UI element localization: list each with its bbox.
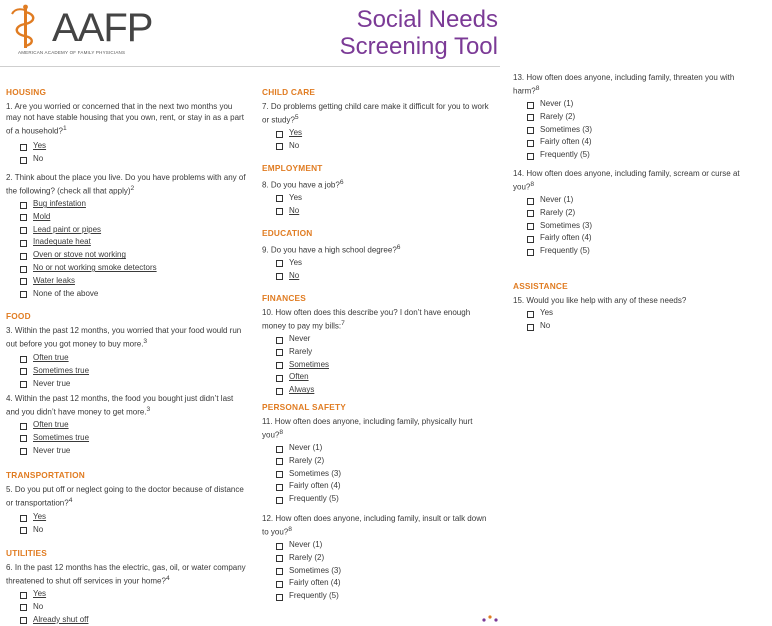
option-frequently[interactable]: Frequently (5) [262,493,492,506]
checkbox[interactable] [20,423,27,430]
header-divider [0,66,500,67]
checkbox[interactable] [527,127,534,134]
question-10: 10. How often does this describe you? I don’t have enough money to pay my bills:$^7$ [262,308,471,331]
question-6: 6. In the past 12 months has the electric, gas, oil, or water company threatened to shut off services in your home?$^4$ [6,563,246,586]
section-child-care [262,87,492,153]
option-no[interactable]: No [262,140,492,153]
option-no[interactable]: No [6,153,246,166]
section-heading: PERSONAL SAFETY [262,402,346,412]
question-4-block [6,393,246,457]
section-heading: FOOD [6,311,31,321]
option-sometimes-true[interactable]: Sometimes true [6,365,246,378]
checkbox[interactable] [20,381,27,388]
title-line-2: Screening Tool [339,33,498,60]
option-sometimes[interactable]: Sometimes [262,359,492,372]
option-sometimes-true[interactable]: Sometimes true [6,432,246,445]
checkbox[interactable] [276,581,283,588]
question-9: 9. Do you have a high school degree?$^6$ [262,244,401,255]
option-frequently[interactable]: Frequently (5) [262,590,492,603]
option-never-true[interactable]: Never true [6,378,246,391]
checkbox[interactable] [20,266,27,273]
option-never[interactable]: Never (1) [262,442,492,455]
checkbox[interactable] [276,260,283,267]
logo-tagline: AMERICAN ACADEMY OF FAMILY PHYSICIANS [18,50,126,55]
checkbox[interactable] [20,214,27,221]
option-lead[interactable]: Lead paint or pipes [6,224,246,237]
option-often-true[interactable]: Often true [6,419,246,432]
option-yes[interactable]: Yes [262,257,492,270]
section-employment [262,163,492,217]
question-4: 4. Within the past 12 months, the food you bought just didn’t last and you didn’t have money to get more.$^3$ [6,394,234,417]
section-heading: EMPLOYMENT [262,163,323,173]
question-2: 2. Think about the place you live. Do you have problems with any of the following? (check all that apply)$^2$ [6,173,246,196]
checkbox[interactable] [276,349,283,356]
section-heading: UTILITIES [6,548,47,558]
checkbox[interactable] [527,249,534,256]
section-heading: HOUSING [6,87,47,97]
option-no[interactable]: No [262,270,492,283]
checkbox[interactable] [20,592,27,599]
option-sometimes[interactable]: Sometimes (3) [262,468,492,481]
logo-wordmark: AAFP [52,6,153,50]
checkbox[interactable] [527,324,534,331]
section-heading: FINANCES [262,293,307,303]
question-5: 5. Do you put off or neglect going to the doctor because of distance or transportation?$^4$ [6,485,244,508]
checkbox[interactable] [20,157,27,164]
option-rarely[interactable]: Rarely (2) [262,552,492,565]
checkbox[interactable] [276,471,283,478]
checkbox[interactable] [20,527,27,534]
checkbox[interactable] [20,617,27,624]
checkbox[interactable] [276,484,283,491]
option-rarely[interactable]: Rarely [262,346,492,359]
option-always[interactable]: Always [262,384,492,397]
option-fairly-often[interactable]: Fairly often (4) [513,136,753,149]
caduceus-icon [6,4,46,50]
option-rarely[interactable]: Rarely (2) [513,207,753,220]
checkbox[interactable] [20,291,27,298]
section-personal-safety [262,402,492,506]
option-never[interactable]: Never (1) [513,98,753,111]
question-7: 7. Do problems getting child care make it difficult for you to work or study?$^5$ [262,102,489,125]
option-yes[interactable]: Yes [262,127,492,140]
option-never-true[interactable]: Never true [6,445,246,458]
section-heading: EDUCATION [262,228,313,238]
option-rarely[interactable]: Rarely (2) [262,455,492,468]
decorative-dots-icon [478,612,508,622]
question-13-block [513,72,753,162]
section-heading: ASSISTANCE [513,281,568,291]
option-heat[interactable]: Inadequate heat [6,236,246,249]
option-oven[interactable]: Oven or stove not working [6,249,246,262]
checkbox[interactable] [20,240,27,247]
checkbox[interactable] [20,356,27,363]
option-often-true[interactable]: Often true [6,352,246,365]
checkbox[interactable] [276,208,283,215]
checkbox[interactable] [20,202,27,209]
checkbox[interactable] [20,515,27,522]
question-12: 12. How often does anyone, including family, insult or talk down to you?$^8$ [262,514,487,537]
option-yes[interactable]: Yes [262,192,492,205]
question-3: 3. Within the past 12 months, you worried that your food would run out before you got money to buy more.$^3$ [6,326,242,349]
question-2-block [6,172,246,300]
checkbox[interactable] [20,278,27,285]
question-14-block [513,168,753,258]
checkbox[interactable] [276,195,283,202]
checkbox[interactable] [276,594,283,601]
checkbox[interactable] [276,446,283,453]
option-frequently[interactable]: Frequently (5) [513,149,753,162]
option-fairly-often[interactable]: Fairly often (4) [262,577,492,590]
checkbox[interactable] [527,236,534,243]
option-no[interactable]: No [513,320,753,333]
checkbox[interactable] [276,131,283,138]
option-never[interactable]: Never (1) [513,194,753,207]
checkbox[interactable] [527,153,534,160]
question-14: 14. How often does anyone, including family, scream or curse at you?$^8$ [513,169,740,192]
checkbox[interactable] [527,223,534,230]
question-8: 8. Do you have a job?$^6$ [262,179,344,190]
option-sometimes[interactable]: Sometimes (3) [513,220,753,233]
checkbox[interactable] [276,543,283,550]
checkbox[interactable] [276,458,283,465]
checkbox[interactable] [527,311,534,318]
section-transportation [6,470,246,537]
option-no[interactable]: No [262,205,492,218]
section-food [6,311,246,390]
option-never[interactable]: Never [262,333,492,346]
option-yes[interactable]: Yes [6,140,246,153]
section-assistance [513,281,753,333]
option-yes[interactable]: Yes [6,588,246,601]
option-no[interactable]: No [6,524,246,537]
question-11: 11. How often does anyone, including family, physically hurt you?$^8$ [262,417,473,440]
section-heading: CHILD CARE [262,87,316,97]
checkbox[interactable] [276,362,283,369]
checkbox[interactable] [276,388,283,395]
option-bug-infestation[interactable]: Bug infestation [6,198,246,211]
checkbox[interactable] [20,604,27,611]
option-fairly-often[interactable]: Fairly often (4) [513,232,753,245]
checkbox[interactable] [276,273,283,280]
option-none[interactable]: None of the above [6,288,246,301]
option-sometimes[interactable]: Sometimes (3) [262,565,492,578]
option-yes[interactable]: Yes [513,307,753,320]
section-utilities [6,548,246,626]
checkbox[interactable] [276,337,283,344]
option-no[interactable]: No [6,601,246,614]
checkbox[interactable] [20,368,27,375]
option-never[interactable]: Never (1) [262,539,492,552]
option-water-leaks[interactable]: Water leaks [6,275,246,288]
checkbox[interactable] [20,448,27,455]
option-yes[interactable]: Yes [6,511,246,524]
checkbox[interactable] [527,210,534,217]
checkbox[interactable] [20,435,27,442]
option-often[interactable]: Often [262,371,492,384]
option-sometimes[interactable]: Sometimes (3) [513,124,753,137]
checkbox[interactable] [20,144,27,151]
question-13: 13. How often does anyone, including family, threaten you with harm?$^8$ [513,73,735,96]
checkbox[interactable] [527,198,534,205]
checkbox[interactable] [276,375,283,382]
option-smoke-detectors[interactable]: No or not working smoke detectors [6,262,246,275]
aafp-logo [6,4,166,60]
checkbox[interactable] [527,102,534,109]
checkbox[interactable] [527,140,534,147]
section-heading: TRANSPORTATION [6,470,86,480]
checkbox[interactable] [20,227,27,234]
section-education [262,228,492,282]
checkbox[interactable] [20,253,27,260]
section-housing [6,87,246,166]
title-line-1: Social Needs [356,6,498,33]
option-rarely[interactable]: Rarely (2) [513,111,753,124]
page-title [340,6,498,60]
option-fairly-often[interactable]: Fairly often (4) [262,480,492,493]
option-already-shut-off[interactable]: Already shut off [6,614,246,626]
checkbox[interactable] [276,568,283,575]
option-frequently[interactable]: Frequently (5) [513,245,753,258]
checkbox[interactable] [276,497,283,504]
question-12-block [262,513,492,603]
question-15: 15. Would you like help with any of these needs? [513,296,687,305]
checkbox[interactable] [276,143,283,150]
checkbox[interactable] [276,555,283,562]
question-1: 1. Are you worried or concerned that in the next two months you may not have stable housing that you own, rent, or stay in as a part of a household?$^1$ [6,102,244,137]
section-finances [262,293,492,397]
checkbox[interactable] [527,114,534,121]
option-mold[interactable]: Mold [6,211,246,224]
